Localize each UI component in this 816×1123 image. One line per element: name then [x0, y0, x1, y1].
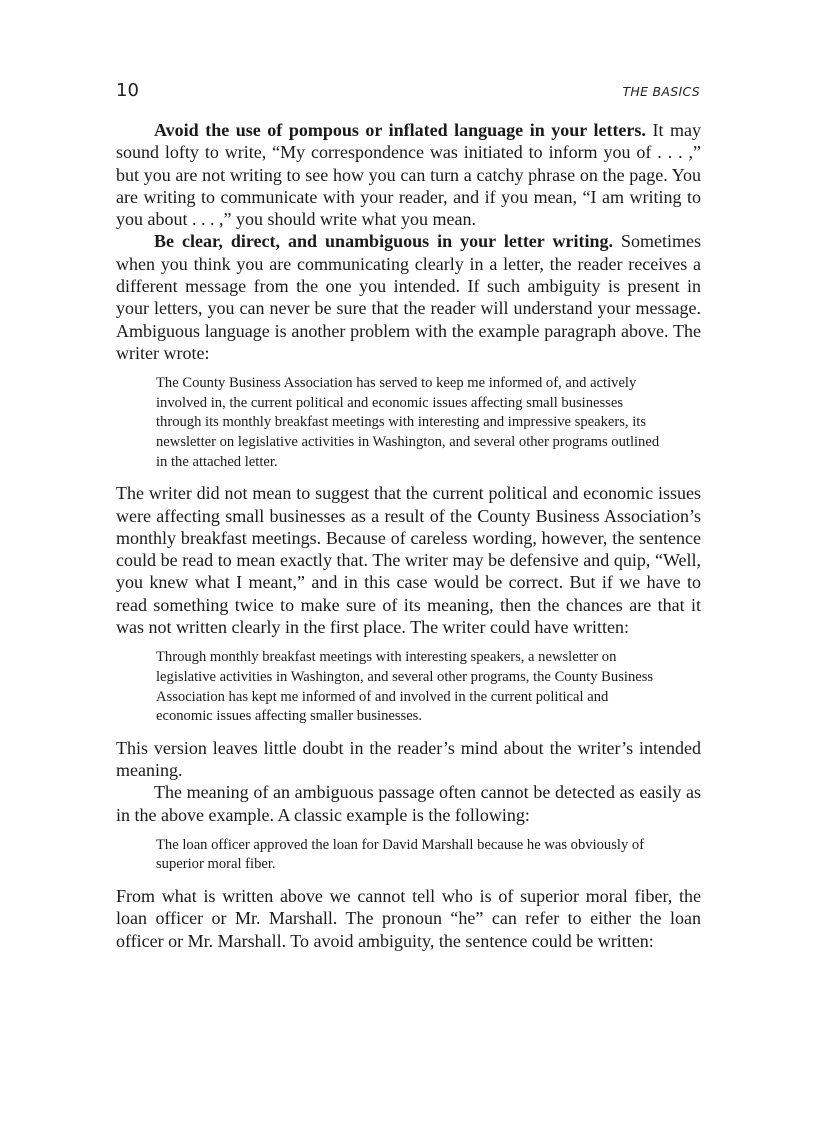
page-header	[116, 80, 700, 104]
paragraph-version-note: This version leaves little doubt in the reader’s mind about the writer’s intended meaning.	[116, 737, 701, 780]
page-number: 10	[116, 80, 139, 101]
paragraph-text: Sometimes when you think you are communicating clearly in a letter, the reader receives a different message from the one you intended. If such ambiguity is present in your letters, you can never be sure that the reader will understand your message. Ambiguous language is another problem with the example paragraph above. The writer wrote:	[116, 231, 701, 363]
extract-original-sentence: The County Business Association has served to keep me informed of, and actively involved in, the current political and economic issues affecting small businesses through its monthly breakfast meetings with interesting and impressive speakers, its newsletter on legislative activities in Washington, and several other programs outlined in the attached letter.	[156, 375, 660, 470]
running-head: THE BASICS	[622, 84, 700, 99]
paragraph-pompous-language	[116, 119, 701, 230]
extract-classic-example: The loan officer approved the loan for David Marshall because he was obviously of superior moral fiber.	[156, 836, 645, 873]
rule-heading-pompous: Avoid the use of pompous or inflated language in your letters.	[154, 120, 646, 140]
paragraph-pronoun-ambiguity: From what is written above we cannot tell who is of superior moral fiber, the loan officer or Mr. Marshall. The pronoun “he” can refer to either the loan officer or Mr. Marshall. To avoid ambiguity, the sentence could be written:	[116, 886, 701, 951]
page-body	[116, 119, 701, 952]
paragraph-clear-direct	[116, 230, 701, 364]
paragraph-text: It may sound lofty to write, “My correspondence was initiated to inform you of . . . ,” but you are not writing to see how you can turn a catchy phrase on the page. You are writing to communicate with your reader, and if you mean, “I am writing to you about . . . ,” you should write what you mean.	[116, 120, 701, 230]
paragraph-explanation: The writer did not mean to suggest that the current political and economic issues were affecting small businesses as a result of the County Business Association’s monthly breakfast meetings. Because of careless wording, however, the sentence could be read to mean exactly that. The writer may be defensive and quip, “Well, you knew what I meant,” and in this case would be correct. But if we have to read something twice to make sure of its meaning, then the chances are that it was not written clearly in the first place. The writer could have written:	[116, 483, 701, 638]
rule-heading-clear: Be clear, direct, and unambiguous in your letter writing.	[154, 231, 613, 252]
paragraph-ambiguous-passage: The meaning of an ambiguous passage often cannot be detected as easily as in the above example. A classic example is the following:	[116, 782, 701, 825]
extract-revised-sentence: Through monthly breakfast meetings with interesting speakers, a newsletter on legislative activities in Washington, and several other programs, the County Business Association has kept me informed of and involved in the current political and economic issues affecting smaller businesses.	[156, 649, 654, 725]
